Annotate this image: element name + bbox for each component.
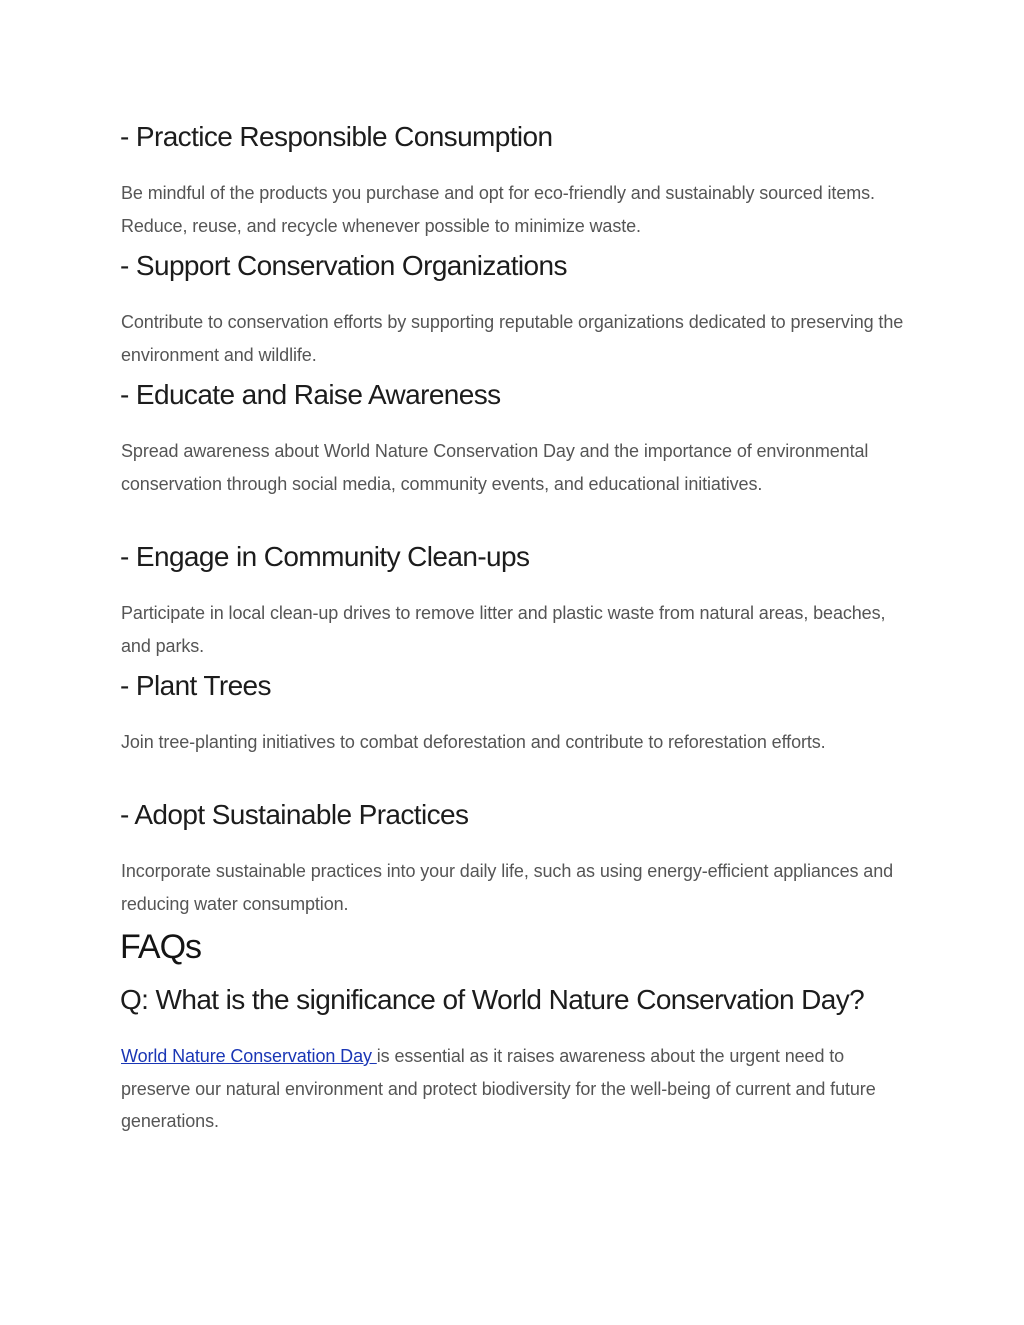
section-body-support-organizations: Contribute to conservation efforts by supporting reputable organizations dedicated to preserving the environment and wildlife. <box>121 312 904 365</box>
section-body-responsible-consumption: Be mindful of the products you purchase and opt for eco-friendly and sustainably sourced items. Reduce, reuse, and recycle whenever possible to minimize waste. <box>121 183 875 236</box>
section-body-community-cleanups: Participate in local clean-up drives to remove litter and plastic waste from natural areas, beaches, and parks. <box>121 603 886 656</box>
faqs-title: FAQs <box>120 928 202 966</box>
section-heading-plant-trees: - Plant Trees <box>120 670 271 701</box>
section-heading-raise-awareness: - Educate and Raise Awareness <box>120 379 501 410</box>
section-heading-support-organizations: - Support Conservation Organizations <box>120 250 567 281</box>
section-heading-sustainable-practices: - Adopt Sustainable Practices <box>120 799 469 830</box>
section-body-raise-awareness: Spread awareness about World Nature Conservation Day and the importance of environmental conservation through social media, community events, and educational initiatives. <box>121 441 869 494</box>
section-body-plant-trees: Join tree-planting initiatives to combat deforestation and contribute to reforestation efforts. <box>121 732 826 752</box>
section-heading-responsible-consumption: - Practice Responsible Consumption <box>120 121 553 152</box>
world-nature-conservation-day-link[interactable]: World Nature Conservation Day <box>121 1046 377 1066</box>
faq-answer <box>121 1040 911 1138</box>
section-heading-community-cleanups: - Engage in Community Clean-ups <box>120 541 530 572</box>
section-body-sustainable-practices: Incorporate sustainable practices into your daily life, such as using energy-efficient appliances and reducing water consumption. <box>121 861 894 914</box>
faq-question: Q: What is the significance of World Nature Conservation Day? <box>120 984 865 1015</box>
faq-answer-text: is essential as it raises awareness about the urgent need to preserve our natural environment and protect biodiversity for the well-being of current and future generations. <box>121 1046 876 1131</box>
